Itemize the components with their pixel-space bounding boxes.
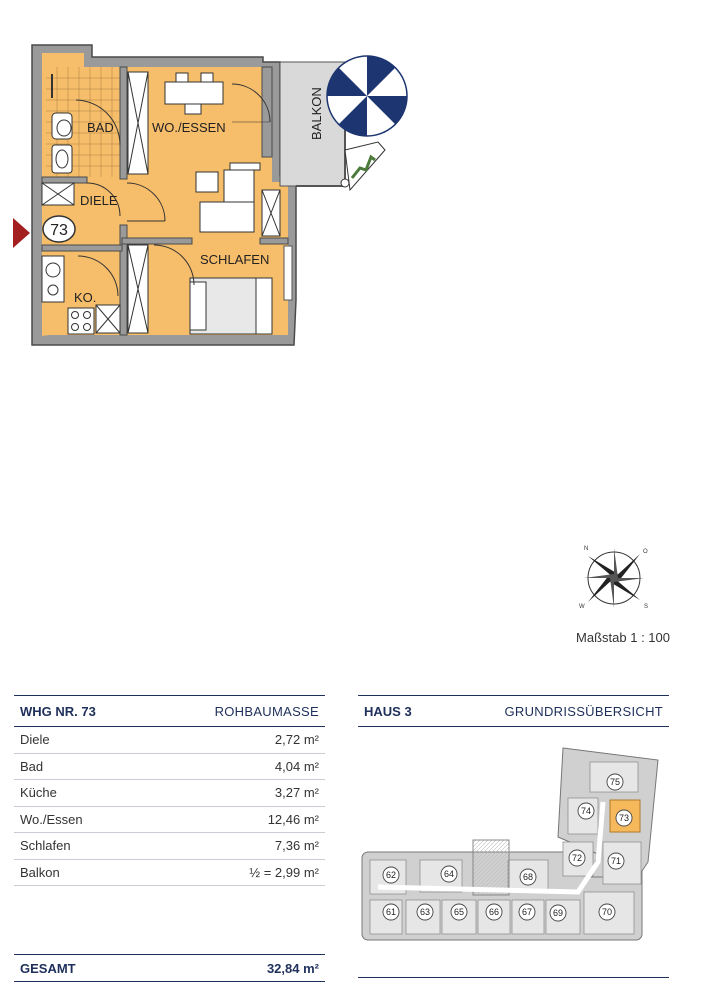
unit-title: WHG NR. 73 bbox=[20, 704, 96, 719]
building-overview-map bbox=[358, 742, 669, 947]
table-row bbox=[14, 807, 325, 834]
row-value: ½ = 2,99 m² bbox=[249, 864, 319, 880]
row-value: 4,04 m² bbox=[274, 758, 319, 774]
unit-label: 65 bbox=[453, 907, 465, 917]
row-label: Bad bbox=[20, 758, 44, 774]
room-label-kueche: KO. bbox=[74, 290, 97, 305]
unit-label: 69 bbox=[552, 908, 564, 918]
total-value: 32,84 m² bbox=[266, 961, 319, 976]
table-row bbox=[14, 860, 325, 887]
stairwell bbox=[473, 840, 509, 895]
unit-label: 61 bbox=[385, 907, 397, 917]
total-row bbox=[14, 954, 325, 982]
unit-label: 70 bbox=[601, 907, 613, 917]
table-row bbox=[14, 780, 325, 807]
row-label: Diele bbox=[20, 732, 50, 747]
total-label: GESAMT bbox=[20, 961, 76, 976]
area-table-header bbox=[14, 695, 325, 727]
unit-label: 64 bbox=[443, 869, 455, 879]
room-label-wo-essen: WO./ESSEN bbox=[152, 120, 226, 135]
row-label: Balkon bbox=[20, 864, 60, 880]
compass-rose-icon bbox=[576, 542, 652, 612]
row-value: 12,46 m² bbox=[267, 811, 319, 827]
unit-label: 63 bbox=[419, 907, 431, 917]
compass-label-n: N bbox=[584, 546, 589, 552]
row-value: 3,27 m² bbox=[274, 785, 319, 800]
table-subtitle: ROHBAUMASSE bbox=[214, 704, 319, 719]
unit-label: 66 bbox=[488, 907, 500, 917]
room-label-schlafen: SCHLAFEN bbox=[200, 252, 270, 267]
table-row bbox=[14, 727, 325, 754]
room-label-balkon: BALKON bbox=[309, 87, 324, 140]
row-label: Schlafen bbox=[20, 838, 71, 853]
row-value: 2,72 m² bbox=[274, 732, 319, 747]
unit-label: 62 bbox=[385, 870, 397, 880]
overview-subtitle: GRUNDRISSÜBERSICHT bbox=[504, 704, 663, 719]
overview-header bbox=[358, 695, 669, 727]
row-label: Küche bbox=[20, 785, 57, 800]
unit-label: 71 bbox=[610, 856, 622, 866]
row-value: 7,36 m² bbox=[274, 838, 319, 853]
unit-label: 75 bbox=[609, 777, 621, 787]
umbrella-icon bbox=[327, 56, 407, 136]
unit-label: 68 bbox=[522, 872, 534, 882]
unit-label: 67 bbox=[521, 907, 533, 917]
scale-label: Maßstab 1 : 100 bbox=[576, 630, 670, 645]
unit-number-label: 73 bbox=[50, 222, 68, 239]
row-label: Wo./Essen bbox=[20, 811, 83, 827]
table-row bbox=[14, 754, 325, 781]
house-title: HAUS 3 bbox=[364, 704, 412, 719]
table-row bbox=[14, 833, 325, 860]
compass-label-o: O bbox=[643, 549, 648, 555]
entry-marker-icon bbox=[13, 218, 30, 248]
compass-label-w: W bbox=[579, 604, 585, 610]
compass-label-s: S bbox=[644, 604, 649, 610]
room-label-diele: DIELE bbox=[80, 193, 118, 208]
area-table bbox=[14, 695, 325, 886]
floor-plan bbox=[0, 0, 430, 452]
unit-label: 72 bbox=[571, 853, 583, 863]
room-label-bad: BAD bbox=[87, 120, 114, 135]
overview-bottom-rule bbox=[358, 977, 669, 978]
unit-label: 74 bbox=[580, 806, 592, 816]
unit-label: 73 bbox=[618, 813, 630, 823]
